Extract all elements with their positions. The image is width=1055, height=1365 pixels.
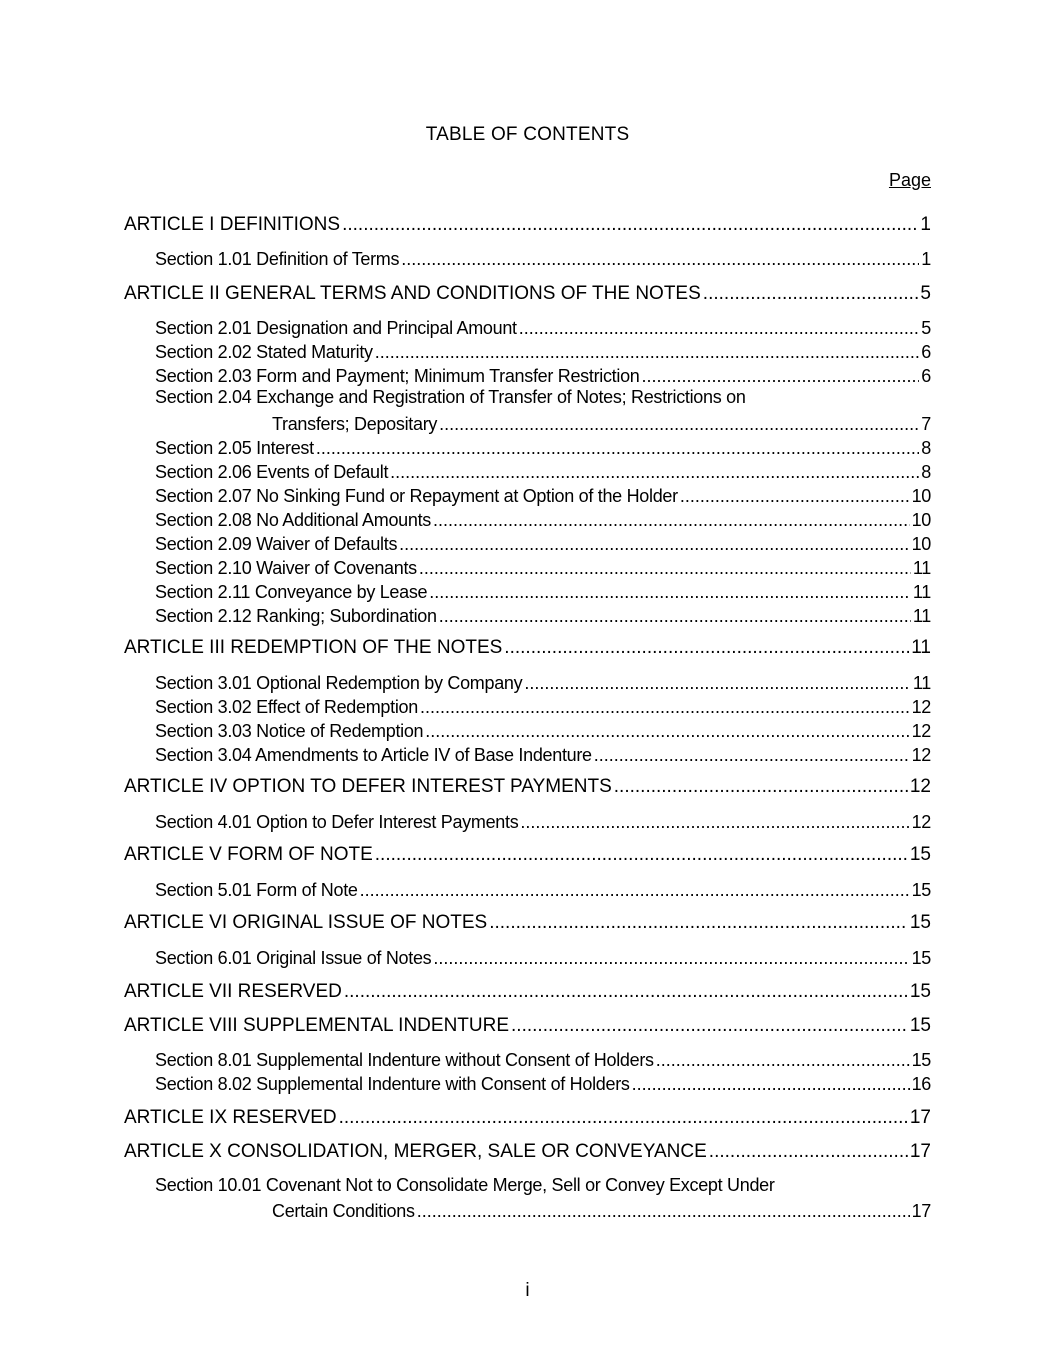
- entry-label: Section 2.03 Form and Payment; Minimum Transfer Restriction: [155, 366, 640, 386]
- toc-entry-section-5-01[interactable]: [155, 877, 931, 901]
- entry-label: Section 2.11 Conveyance by Lease: [155, 582, 428, 602]
- page-number-footer: i: [525, 1280, 530, 1301]
- toc-entry-section-8-01[interactable]: [155, 1047, 931, 1071]
- entry-page: 15: [909, 844, 931, 865]
- entry-label: Section 2.05 Interest: [155, 438, 314, 458]
- toc-entry-section-2-01[interactable]: [155, 315, 931, 339]
- entry-label: Section 2.10 Waiver of Covenants: [155, 558, 417, 578]
- entry-label: ARTICLE VI ORIGINAL ISSUE OF NOTES: [124, 912, 488, 933]
- entry-page: 11: [912, 673, 931, 693]
- toc-entry-article-9[interactable]: [124, 1105, 931, 1129]
- toc-entry-section-2-04[interactable]: [272, 411, 931, 435]
- entry-label: ARTICLE IX RESERVED: [124, 1107, 337, 1128]
- entry-label: Section 3.04 Amendments to Article IV of Base Indenture: [155, 745, 592, 765]
- entry-page: 15: [909, 981, 931, 1002]
- entry-label: Section 2.01 Designation and Principal Amount: [155, 318, 517, 338]
- entry-label: ARTICLE VIII SUPPLEMENTAL INDENTURE: [124, 1015, 510, 1036]
- entry-label: Section 5.01 Form of Note: [155, 880, 358, 900]
- entry-page: 1: [921, 249, 931, 269]
- toc-entry-article-10[interactable]: [124, 1139, 931, 1163]
- toc-entry-section-8-02[interactable]: [155, 1071, 931, 1095]
- toc-entry-article-6[interactable]: [124, 910, 931, 934]
- entry-page: 5: [920, 283, 931, 304]
- toc-entry-article-7[interactable]: [124, 979, 931, 1003]
- toc-entry-section-3-04[interactable]: [155, 742, 931, 766]
- entry-page: 10: [911, 534, 931, 554]
- entry-page: 10: [911, 510, 931, 530]
- entry-page: 15: [911, 880, 931, 900]
- entry-page: 10: [911, 486, 931, 506]
- entry-label: Section 2.02 Stated Maturity: [155, 342, 373, 362]
- entry-label: Section 2.07 No Sinking Fund or Repayment at Option of the Holder: [155, 486, 678, 506]
- toc-entry-section-2-02[interactable]: [155, 339, 931, 363]
- toc-entry-section-2-04-line1[interactable]: Section 2.04 Exchange and Registration of Transfer of Notes; Restrictions on: [155, 387, 746, 407]
- toc-entry-article-1[interactable]: [124, 212, 931, 236]
- page-column-header: Page: [888, 170, 931, 190]
- toc-entry-section-2-09[interactable]: [155, 531, 931, 555]
- toc-entry-section-6-01[interactable]: [155, 945, 931, 969]
- toc-entry-section-2-11[interactable]: [155, 579, 931, 603]
- toc-entry-section-4-01[interactable]: [155, 809, 931, 833]
- toc-entry-section-2-03[interactable]: [155, 363, 931, 387]
- entry-page: 15: [909, 912, 931, 933]
- toc-entry-article-2[interactable]: [124, 281, 931, 305]
- entry-label: ARTICLE X CONSOLIDATION, MERGER, SALE OR CONVEYANCE: [124, 1141, 707, 1162]
- entry-page: 11: [911, 637, 931, 658]
- entry-label: ARTICLE V FORM OF NOTE: [124, 844, 373, 865]
- toc-entry-article-5[interactable]: [124, 842, 931, 866]
- entry-page: 11: [912, 558, 931, 578]
- entry-label: Transfers; Depositary: [272, 414, 438, 434]
- entry-label: Section 4.01 Option to Defer Interest Payments: [155, 812, 519, 832]
- entry-label: ARTICLE II GENERAL TERMS AND CONDITIONS OF THE NOTES: [124, 283, 701, 304]
- toc-entry-section-2-07[interactable]: [155, 483, 931, 507]
- entry-page: 15: [911, 948, 931, 968]
- toc-entry-section-2-10[interactable]: [155, 555, 931, 579]
- entry-page: 5: [921, 318, 931, 338]
- entry-page: 7: [921, 414, 931, 434]
- entry-page: 17: [911, 1201, 931, 1221]
- entry-label: ARTICLE VII RESERVED: [124, 981, 342, 1002]
- entry-label: Section 3.03 Notice of Redemption: [155, 721, 424, 741]
- entry-label: Section 6.01 Original Issue of Notes: [155, 948, 432, 968]
- entry-label: Section 3.01 Optional Redemption by Company: [155, 673, 523, 693]
- toc-entry-section-3-02[interactable]: [155, 694, 931, 718]
- toc-title: TABLE OF CONTENTS: [425, 124, 630, 145]
- entry-page: 12: [911, 721, 931, 741]
- table-of-contents: [124, 0, 931, 1365]
- entry-page: 12: [909, 776, 931, 797]
- entry-page: 16: [911, 1074, 931, 1094]
- entry-label: Section 3.02 Effect of Redemption: [155, 697, 418, 717]
- toc-entry-section-3-03[interactable]: [155, 718, 931, 742]
- entry-page: 8: [921, 438, 931, 458]
- entry-page: 6: [921, 366, 931, 386]
- toc-entry-section-2-12[interactable]: [155, 603, 931, 627]
- toc-entry-section-3-01[interactable]: [155, 670, 931, 694]
- entry-label: ARTICLE III REDEMPTION OF THE NOTES: [124, 637, 503, 658]
- entry-label: ARTICLE I DEFINITIONS: [124, 214, 341, 235]
- entry-label: Section 2.06 Events of Default: [155, 462, 389, 482]
- entry-page: 1: [920, 214, 931, 235]
- toc-entry-section-2-08[interactable]: [155, 507, 931, 531]
- entry-page: 17: [909, 1141, 931, 1162]
- toc-entry-section-2-06[interactable]: [155, 459, 931, 483]
- entry-page: 15: [911, 1050, 931, 1070]
- toc-entry-article-4[interactable]: [124, 774, 931, 798]
- toc-entry-article-3[interactable]: [124, 635, 931, 659]
- entry-label: ARTICLE IV OPTION TO DEFER INTEREST PAYMENTS: [124, 776, 612, 797]
- entry-page: 12: [911, 745, 931, 765]
- entry-page: 12: [911, 812, 931, 832]
- toc-entry-section-1-01[interactable]: [155, 246, 931, 270]
- entry-page: 11: [912, 606, 931, 626]
- toc-entry-section-2-05[interactable]: [155, 435, 931, 459]
- entry-page: 6: [921, 342, 931, 362]
- toc-entry-section-10-01-line1[interactable]: Section 10.01 Covenant Not to Consolidate Merge, Sell or Convey Except Under: [155, 1175, 775, 1195]
- entry-label: Section 1.01 Definition of Terms: [155, 249, 400, 269]
- toc-entry-article-8[interactable]: [124, 1013, 931, 1037]
- entry-label: Section 8.02 Supplemental Indenture with Consent of Holders: [155, 1074, 630, 1094]
- entry-label: Section 2.09 Waiver of Defaults: [155, 534, 398, 554]
- entry-page: 15: [909, 1015, 931, 1036]
- entry-page: 17: [909, 1107, 931, 1128]
- entry-page: 12: [911, 697, 931, 717]
- entry-page: 8: [921, 462, 931, 482]
- entry-label: Section 2.12 Ranking; Subordination: [155, 606, 437, 626]
- entry-label: Section 8.01 Supplemental Indenture without Consent of Holders: [155, 1050, 654, 1070]
- entry-label: Certain Conditions: [272, 1201, 415, 1221]
- entry-label: Section 2.08 No Additional Amounts: [155, 510, 431, 530]
- toc-entry-section-10-01[interactable]: [272, 1198, 931, 1222]
- entry-page: 11: [912, 582, 931, 602]
